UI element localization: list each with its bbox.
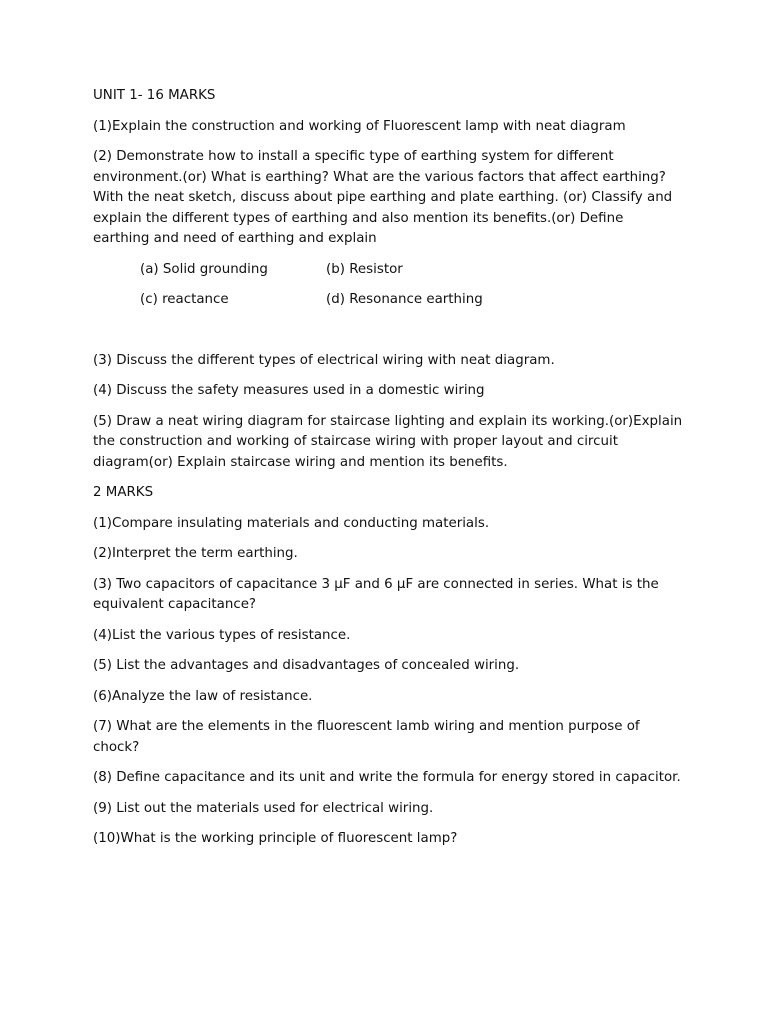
short-question-4: (4)List the various types of resistance. (93, 627, 351, 643)
question-paper (93, 86, 683, 850)
earthing-options-row-2 (93, 290, 683, 311)
short-question-10: (10)What is the working principle of fluorescent lamp? (93, 831, 458, 846)
long-question-5: (5) Draw a neat wiring diagram for staircase lighting and explain its working.(or)Explain the construction and working of staircase wiring with proper layout and circuit diagram(or) Explain staircase wiring and mention its benefits. (93, 413, 683, 470)
short-question-5: (5) List the advantages and disadvantages of concealed wiring. (93, 658, 520, 673)
short-question-6: (6)Analyze the law of resistance. (93, 688, 313, 704)
short-question-2: (2)Interpret the term earthing. (93, 546, 298, 561)
long-question-2: (2) Demonstrate how to install a specific type of earthing system for different environment.(or) What is earthing? What are the various factors that affect earthing? With the neat sketch, discuss about pipe earthing and plate earthing. (or) Classify and explain the different types of earthing and also mention its benefits.(or) Define earthing and need of earthing and explain (93, 149, 673, 246)
long-question-1: (1)Explain the construction and working of Fluorescent lamp with neat diagram (93, 118, 626, 134)
short-question-1: (1)Compare insulating materials and conducting materials. (93, 515, 490, 531)
short-question-7: (7) What are the elements in the fluorescent lamb wiring and mention purpose of chock? (93, 719, 640, 755)
long-question-3: (3) Discuss the different types of electrical wiring with neat diagram. (93, 352, 555, 368)
earthing-option-c: (c) reactance (140, 292, 229, 307)
earthing-option-d: (d) Resonance earthing (326, 292, 483, 307)
earthing-options-row-1 (93, 260, 683, 281)
earthing-option-b: (b) Resistor (326, 261, 403, 277)
short-heading: 2 MARKS (93, 485, 154, 500)
short-question-9: (9) List out the materials used for electrical wiring. (93, 800, 434, 816)
earthing-option-a: (a) Solid grounding (140, 261, 268, 277)
short-question-3: (3) Two capacitors of capacitance 3 μF and 6 μF are connected in series. What is the equivalent capacitance? (93, 576, 659, 612)
short-question-8: (8) Define capacitance and its unit and write the formula for energy stored in capacitor. (93, 770, 681, 785)
unit-heading: UNIT 1- 16 MARKS (93, 88, 216, 103)
long-question-4: (4) Discuss the safety measures used in a domestic wiring (93, 383, 485, 398)
